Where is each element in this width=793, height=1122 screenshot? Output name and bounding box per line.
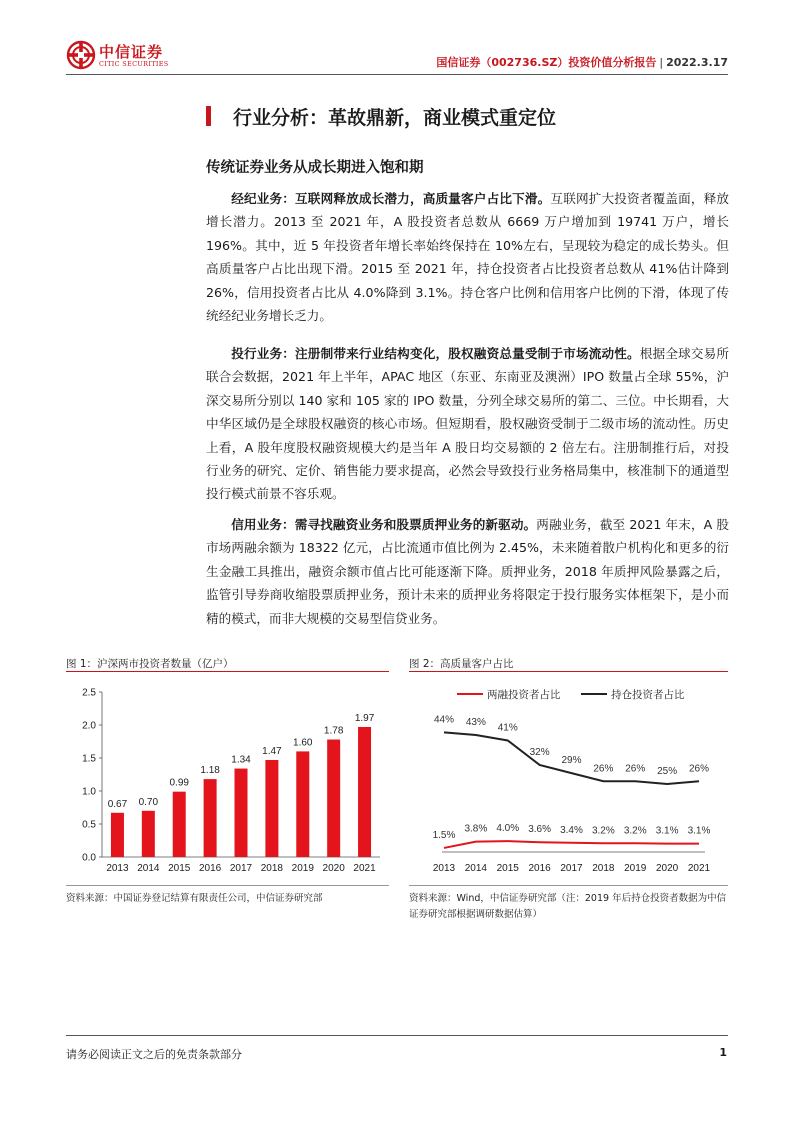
section-title: 行业分析：革故鼎新，商业模式重定位: [233, 107, 557, 129]
paragraph-lead: 经纪业务：互联网释放成长潜力，高质量客户占比下滑。: [231, 191, 551, 206]
paragraph-body: 两融业务，截至 2021 年末，A 股市场两融余额为 18322 亿元，占比流通市值比例为 2.45%，未来随着散户机构化和更多的衍生金融工具推出，融资余额市值占比可能逐渐下降。质押业务，2018 年质押风险暴露之后，监管引导券商收缩股票质押业务，预计未来的质押业务将限定于投行服务实体框架下，是小而精的模式，而非大规模的交易型信贷业务。: [206, 517, 729, 626]
page-header: [66, 38, 728, 76]
paragraph-body: 根据全球交易所联合会数据，2021 年上半年，APAC 地区（东亚、东南亚及澳洲）IPO 数量占全球 55%，沪深交易所分别以 140 家和 105 家的 IPO 数量，分列全球交易所的第二、三位。中长期看，大中华区域仍是全球股权融资的核心市场。但短期看，股权融资受制于二级市场的流动性。历史上看，A 股年度股权融资规模大约是当年 A 股日均交易额的 2 倍左右。注册制推行后，对投行业务的研究、定价、销售能力要求提高，必然会导致投行业务格局集中，核准制下的通道型投行模式前景不容乐观。: [206, 346, 730, 502]
data-label: 3.1%: [687, 825, 711, 837]
page-number: 1: [719, 1046, 727, 1059]
bar-value-label: 0.99: [169, 777, 189, 789]
x-tick-label: 2019: [291, 863, 314, 874]
investor-count-bar-chart: [66, 676, 389, 882]
header-report-info: [436, 54, 728, 70]
logo-cn-text: 中信证券: [99, 43, 164, 61]
data-label: 26%: [593, 763, 614, 775]
data-label: 1.5%: [432, 829, 456, 841]
figure-1-source: 资料来源：中国证券登记结算有限责任公司，中信证券研究部: [66, 893, 323, 904]
data-label: 26%: [625, 763, 646, 775]
x-tick-label: 2021: [353, 863, 376, 874]
x-tick-label: 2013: [106, 863, 129, 874]
bar-value-label: 0.70: [138, 796, 159, 808]
bar-value-label: 1.78: [323, 725, 344, 737]
bar: [296, 751, 309, 857]
bar: [327, 740, 340, 857]
data-label: 43%: [465, 717, 486, 729]
x-tick-label: 2020: [322, 863, 345, 874]
paragraph-lead: 投行业务：注册制带来行业结构变化，股权融资总量受制于市场流动性。: [231, 346, 640, 361]
data-label: 3.2%: [591, 825, 615, 837]
citic-logo-icon: [66, 40, 96, 70]
y-tick-label: 1.0: [82, 786, 96, 798]
data-label: 3.4%: [560, 824, 583, 836]
y-tick-label: 2.0: [82, 720, 96, 732]
x-tick-label: 2017: [229, 863, 253, 874]
footer-disclaimer: 请务必阅读正文之后的免责条款部分: [66, 1048, 242, 1061]
bar: [204, 779, 217, 857]
data-label: 25%: [657, 766, 678, 777]
data-label: 44%: [433, 714, 455, 726]
paragraph-brokerage: [206, 187, 729, 327]
figure-2-source: 资料来源：Wind，中信证券研究部（注：2019 年后持仓投资者数据为中信证券研究部根据调研数据估算）: [409, 893, 727, 920]
figure-1-top-rule: [66, 671, 389, 672]
report-name: 国信证券（002736.SZ）投资价值分析报告: [436, 56, 657, 69]
paragraph-investment-banking: [206, 342, 729, 506]
data-label: 3.8%: [464, 823, 488, 835]
y-tick-label: 1.5: [82, 753, 96, 765]
x-tick-label: 2016: [528, 863, 551, 874]
data-label: 3.2%: [623, 825, 647, 837]
figure-2-bottom-rule: [409, 885, 728, 886]
footer-divider: [66, 1035, 728, 1036]
figure-1-bottom-rule: [66, 885, 389, 886]
x-tick-label: 2021: [687, 863, 711, 874]
y-tick-label: 0.0: [82, 852, 96, 864]
header-separator: |: [659, 56, 664, 69]
bar: [142, 811, 155, 857]
x-tick-label: 2018: [260, 863, 284, 874]
quality-client-line-chart: [409, 676, 728, 882]
bar-value-label: 1.47: [262, 745, 282, 757]
legend-label: 两融投资者占比: [487, 689, 561, 701]
x-tick-label: 2016: [198, 863, 222, 874]
x-tick-label: 2015: [496, 863, 519, 874]
x-tick-label: 2014: [464, 863, 487, 874]
data-label: 3.6%: [528, 824, 552, 836]
header-divider: [66, 74, 728, 75]
figure-2-title: 图 2：高质量客户占比: [409, 658, 514, 670]
data-label: 3.1%: [655, 825, 679, 837]
bar: [173, 792, 186, 857]
bar-value-label: 0.67: [107, 798, 128, 810]
logo-en-text: CITIC SECURITIES: [99, 60, 169, 68]
data-label: 32%: [529, 746, 550, 758]
figure-2-top-rule: [409, 671, 728, 672]
data-label: 4.0%: [496, 823, 520, 835]
x-tick-label: 2013: [432, 863, 456, 874]
section-marker: [206, 106, 211, 126]
figure-1-title: 图 1：沪深两市投资者数量（亿户）: [66, 658, 234, 670]
x-tick-label: 2014: [137, 863, 160, 874]
data-label: 29%: [561, 755, 582, 767]
bar-value-label: 1.34: [231, 754, 251, 766]
data-label: 41%: [497, 722, 518, 734]
citic-logo: [66, 38, 176, 72]
bar: [265, 760, 278, 857]
y-tick-label: 0.5: [82, 819, 96, 831]
y-tick-label: 2.5: [82, 687, 96, 699]
bar: [235, 769, 248, 857]
bar-value-label: 1.60: [293, 737, 313, 749]
x-tick-label: 2017: [560, 863, 583, 874]
data-label: 26%: [688, 763, 710, 775]
paragraph-lead: 信用业务：需寻找融资业务和股票质押业务的新驱动。: [231, 517, 537, 532]
paragraph-credit: [206, 513, 729, 630]
x-tick-label: 2018: [592, 863, 615, 874]
bar: [358, 727, 371, 857]
x-tick-label: 2020: [656, 863, 679, 874]
report-date: 2022.3.17: [666, 56, 728, 69]
legend-label: 持仓投资者占比: [611, 689, 685, 701]
bar: [111, 813, 124, 857]
bar-value-label: 1.18: [200, 765, 220, 777]
paragraph-body: 互联网扩大投资者覆盖面，释放增长潜力。2013 至 2021 年，A 股投资者总数从 6669 万户增加到 19741 万户，增长 196%。其中，近 5 年投资者年增长率始终保持在 10%左右，呈现较为稳定的成长势头。但高质量客户占比出现下滑。2015 至 2021 年，持仓投资者占比投资者总数从 41%估计降到 26%，信用投资者占比从 4.0%降到 3.1%。持仓客户比例和信用客户比例的下滑，体现了传统经纪业务增长乏力。: [206, 191, 730, 324]
bar-value-label: 1.97: [354, 712, 375, 724]
x-tick-label: 2019: [624, 863, 647, 874]
subsection-title: 传统证券业务从成长期进入饱和期: [206, 160, 424, 176]
x-tick-label: 2015: [168, 863, 191, 874]
series-line: [444, 841, 699, 848]
